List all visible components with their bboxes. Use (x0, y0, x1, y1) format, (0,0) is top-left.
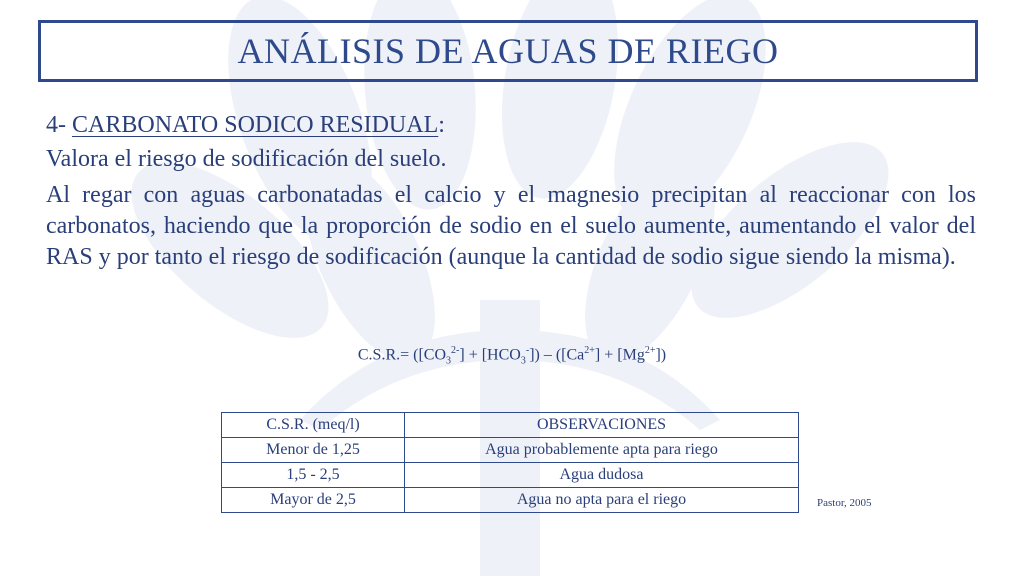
table-cell: Mayor de 2,5 (222, 488, 405, 513)
source-citation: Pastor, 2005 (817, 497, 872, 509)
csr-formula (0, 345, 1024, 367)
table-cell: 1,5 - 2,5 (222, 463, 405, 488)
section-colon: : (438, 112, 445, 138)
table-row (222, 438, 799, 463)
formula-sup: 2- (451, 345, 460, 356)
table-cell: Agua probablemente apta para riego (405, 438, 799, 463)
section-number: 4- (46, 112, 72, 138)
formula-sup: 2+ (584, 345, 595, 356)
section-heading (46, 108, 976, 142)
body-paragraph: Al regar con aguas carbonatadas el calcio y el magnesio precipitan al reaccionar con los carbonatos, haciendo que la proporción de sodio en el suelo aumente, aumentando el valor del RAS y por tanto el riesgo de sodificación (aunque la cantidad de sodio sigue siendo la misma). (46, 182, 976, 270)
table-row (222, 463, 799, 488)
table-cell: Menor de 1,25 (222, 438, 405, 463)
formula-part: C.S.R.= ([CO (357, 346, 447, 364)
formula-part: ] + [HCO (459, 346, 521, 364)
subtitle: Valora el riesgo de sodificación del suelo. (46, 146, 447, 172)
table-cell: Agua no apta para el riego (405, 488, 799, 513)
formula-sub: 3 (520, 355, 526, 367)
section-title: CARBONATO SODICO RESIDUAL (72, 112, 439, 138)
csr-table (221, 412, 799, 513)
formula-sub: 3 (446, 355, 452, 367)
table-header-row (222, 413, 799, 438)
formula-part: ]) (655, 346, 667, 364)
table-header: OBSERVACIONES (405, 413, 799, 438)
formula-part: ]) – ([Ca (529, 346, 585, 364)
content (46, 108, 976, 273)
page-title: ANÁLISIS DE AGUAS DE RIEGO (237, 31, 779, 71)
table-cell: Agua dudosa (405, 463, 799, 488)
table-row (222, 488, 799, 513)
formula-sup: 2+ (644, 345, 656, 356)
formula-part: ] + [Mg (594, 346, 645, 364)
table-header: C.S.R. (meq/l) (222, 413, 405, 438)
formula-sup: - (525, 345, 530, 356)
title-box (38, 20, 978, 82)
